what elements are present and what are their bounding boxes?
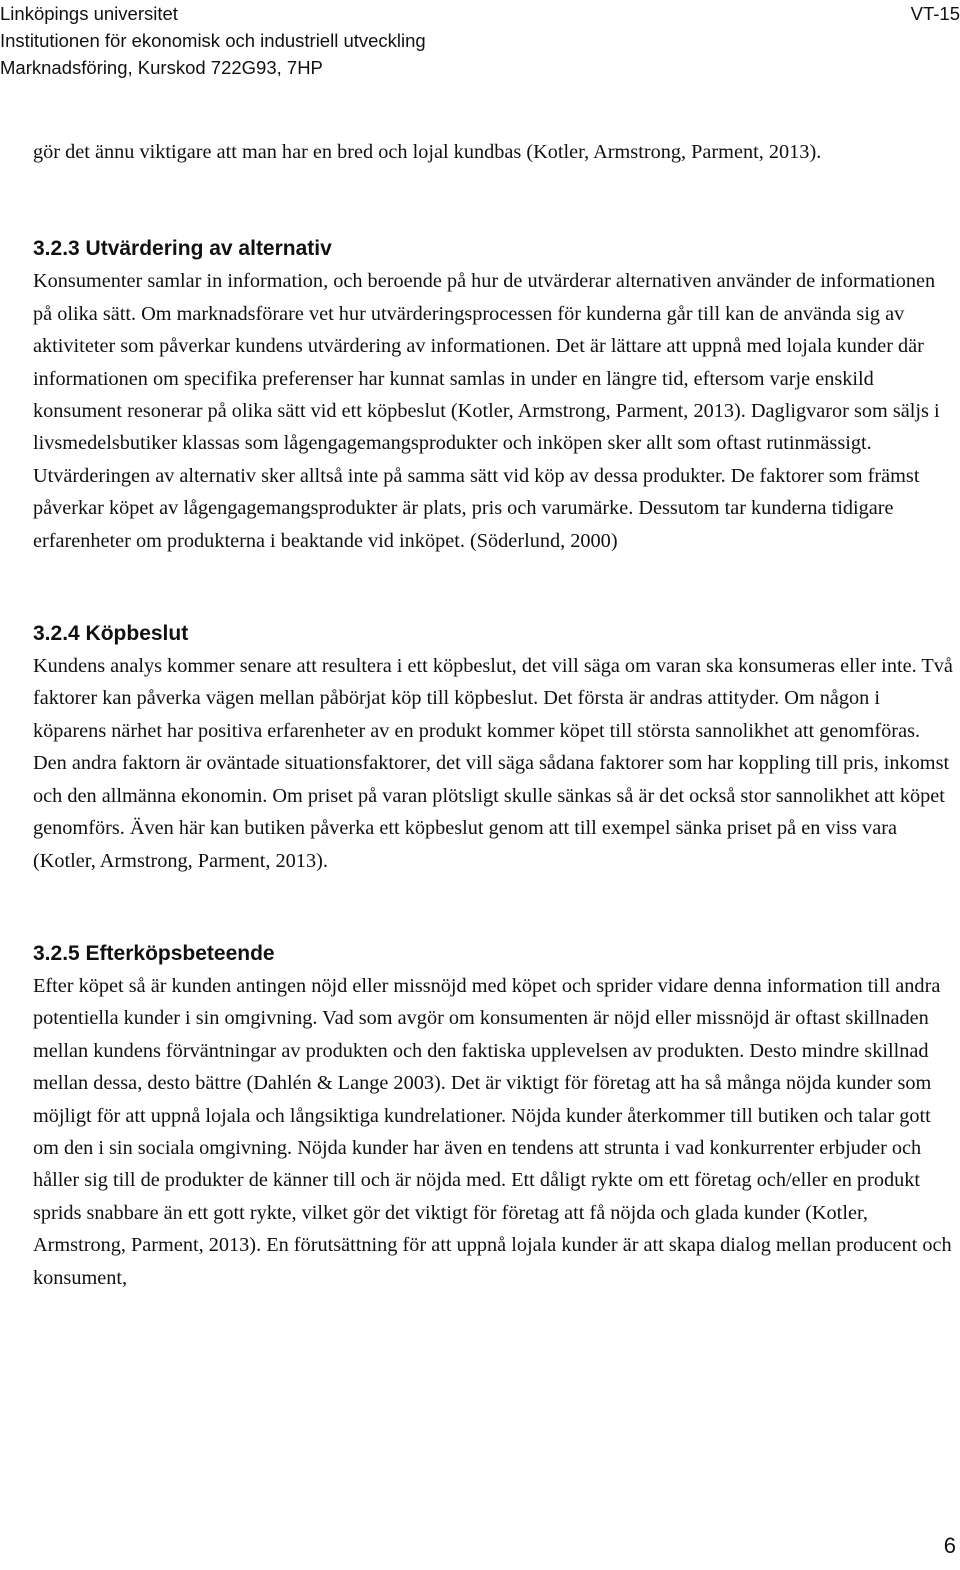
section-paragraph-utvardering: Konsumenter samlar in information, och beroende på hur de utvärderar alternativen använder de informationen på olika sätt. Om marknadsförare vet hur utvärderingsprocessen för kunderna går till kan de använda sig av aktiviteter som påverkar kundens utvärdering av informationen. Det är lättare att uppnå med lojala kunder där informationen om specifika preferenser har kunnat samlas in under en längre tid, eftersom varje enskild konsument resonerar på olika sätt vid ett köpbeslut (Kotler, Armstrong, Parment, 2013). Dagligvaror som säljs i livsmedelsbutiker klassas som lågengagemangsprodukter och inköpen sker allt som oftast rutinmässigt. Utvärderingen av alternativ sker alltså inte på samma sätt vid köp av dessa produkter. De faktorer som främst påverkar köpet av lågengagemangsprodukter är plats, pris och varumärke. Dessutom tar kunderna tidigare erfarenheter om produkterna i beaktande vid inköpet. (Söderlund, 2000) bbox=[33, 270, 940, 552]
spacer bbox=[33, 877, 957, 938]
header-institution: Institutionen för ekonomisk och industriell utveckling bbox=[0, 30, 426, 51]
section-heading-kopbeslut: 3.2.4 Köpbeslut bbox=[33, 622, 189, 646]
page-body bbox=[33, 136, 957, 1294]
section-paragraph-kopbeslut: Kundens analys kommer senare att resultera i ett köpbeslut, det vill säga om varan ska konsumeras eller inte. Två faktorer kan påverka vägen mellan påbörjat köp till köpbeslut. Det första är andras attityder. Om någon i köparens närhet har positiva erfarenheter av en produkt kommer köpet till största sannolikhet att genomföras. Den andra faktorn är oväntade situationsfaktorer, det vill säga sådana faktorer som har koppling till pris, inkomst och den allmänna ekonomin. Om priset på varan plötsligt skulle sänkas så är det också stor sannolikhet att köpet genomförs. Även här kan butiken påverka ett köpbeslut genom att till exempel sänka priset på en viss vara (Kotler, Armstrong, Parment, 2013). bbox=[33, 655, 953, 872]
section-paragraph-efterkopsbeteende: Efter köpet så är kunden antingen nöjd eller missnöjd med köpet och sprider vidare denna information till andra potentiella kunder i sin omgivning. Vad som avgör om konsumenten är nöjd eller missnöjd är oftast skillnaden mellan kundens förväntningar av produkten och den faktiska upplevelsen av produkten. Desto mindre skillnad mellan dessa, desto bättre (Dahlén & Lange 2003). Det är viktigt för företag att ha så många nöjda kunder som möjligt för att uppnå lojala och långsiktiga kundrelationer. Nöjda kunder återkommer till butiken och talar gott om den i sin sociala omgivning. Nöjda kunder har även en tendens att strunta i vad konkurrenter erbjuder och håller sig till de produkter de känner till och är nöjda med. Ett dåligt rykte om ett företag och/eller en produkt sprids snabbare än ett gott rykte, vilket gör det viktigt för företag att få nöjda och glada kunder (Kotler, Armstrong, Parment, 2013). En förutsättning för att uppnå lojala kunder är att skapa dialog mellan producent och konsument, bbox=[33, 974, 952, 1289]
intro-paragraph: gör det ännu viktigare att man har en bred och lojal kundbas (Kotler, Armstrong, Parment, 2013). bbox=[33, 141, 822, 163]
section-heading-efterkopsbeteende: 3.2.5 Efterköpsbeteende bbox=[33, 941, 275, 965]
section-heading-utvardering: 3.2.3 Utvärdering av alternativ bbox=[33, 237, 332, 261]
page-number: 6 bbox=[943, 1533, 956, 1558]
header-term: VT-15 bbox=[910, 3, 960, 24]
spacer bbox=[33, 557, 957, 618]
header-course: Marknadsföring, Kurskod 722G93, 7HP bbox=[0, 57, 323, 78]
page-header bbox=[0, 0, 960, 81]
spacer bbox=[33, 168, 957, 233]
header-university: Linköpings universitet bbox=[0, 3, 178, 24]
